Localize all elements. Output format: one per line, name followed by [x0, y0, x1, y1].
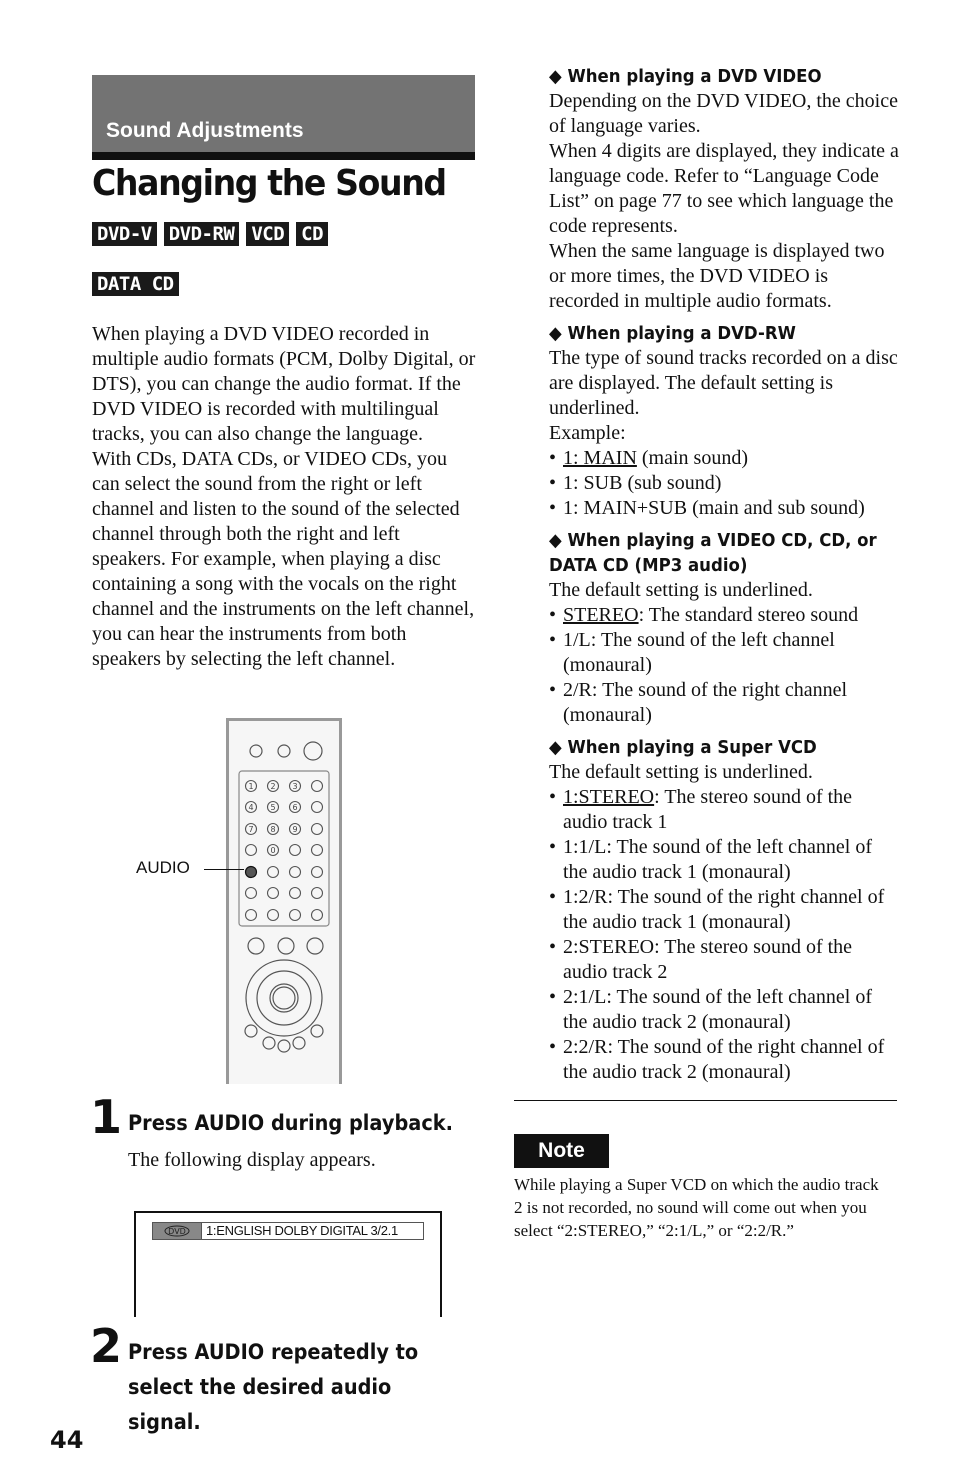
- list-item-text: : The standard stereo sound: [638, 604, 859, 626]
- remote-key: [312, 888, 323, 899]
- list-item-text: (main sound): [636, 447, 748, 469]
- step-2-number: 2: [90, 1319, 123, 1373]
- list-item: [549, 1035, 899, 1085]
- list-item-text: 2:1/L: The sound of the left channel of the audio track 2 (monaural): [563, 986, 872, 1033]
- remote-key-label: 3: [292, 782, 298, 791]
- svg-text:DVD: DVD: [168, 1227, 186, 1236]
- remote-control-illustration: [226, 718, 342, 1084]
- list-item: [549, 785, 899, 835]
- badge-data-cd: DATA CD: [92, 272, 179, 296]
- default-setting: STEREO: [563, 604, 639, 626]
- list-item: [549, 885, 899, 935]
- remote-key-label: 7: [248, 825, 254, 834]
- badge-vcd: VCD: [246, 222, 289, 246]
- section-vcd: [549, 528, 899, 728]
- default-setting: 1: MAIN: [563, 447, 637, 469]
- note-label: Note: [514, 1134, 609, 1168]
- list-item: [549, 835, 899, 885]
- remote-key: [312, 781, 323, 792]
- section-label: Sound Adjustments: [106, 119, 304, 142]
- remote-key: [290, 910, 301, 921]
- remote-key-label: 6: [292, 803, 298, 812]
- vcd-p1: The default setting is underlined.: [549, 579, 813, 601]
- badge-dvd-v: DVD-V: [92, 222, 157, 246]
- list-item: [549, 985, 899, 1035]
- note-text: While playing a Super VCD on which the audio track 2 is not recorded, no sound will come out when you select “2:STEREO,” “2:1/L,” or “2:2/R.”: [514, 1175, 879, 1240]
- remote-key: [312, 802, 323, 813]
- heading-dvd-rw: ◆ When playing a DVD-RW: [549, 323, 796, 344]
- svcd-list: [549, 785, 899, 1085]
- remote-key: [312, 910, 323, 921]
- intro-paragraph-1: When playing a DVD VIDEO recorded in multiple audio formats (PCM, Dolby Digital, or DTS), you can change the audio format. If the DVD VIDEO is recorded with multilingual tracks, you can also change the language.: [92, 323, 476, 445]
- list-item: [549, 496, 899, 521]
- list-item: [549, 935, 899, 985]
- dvd-video-p2: When 4 digits are displayed, they indicate a language code. Refer to “Language Code List” on page 77 to see which language the code represents.: [549, 140, 899, 237]
- remote-key-label: 0: [270, 846, 276, 855]
- dvd-video-p3: When the same language is displayed two or more times, the DVD VIDEO is recorded in multiple audio formats.: [549, 240, 885, 312]
- step-1-text: Press AUDIO during playback.: [128, 1111, 453, 1135]
- remote-key: [312, 824, 323, 835]
- heading-vcd: ◆ When playing a VIDEO CD, CD, or DATA CD (MP3 audio): [549, 530, 877, 576]
- remote-control-icon: [229, 721, 339, 1084]
- list-item: [549, 678, 899, 728]
- list-item-text: 1:1/L: The sound of the left channel of the audio track 1 (monaural): [563, 836, 872, 883]
- audio-display-text: 1:ENGLISH DOLBY DIGITAL 3/2.1: [206, 1223, 398, 1238]
- remote-key-label: 9: [292, 825, 298, 834]
- remote-key: [290, 845, 301, 856]
- dvd-video-p1: Depending on the DVD VIDEO, the choice of language varies.: [549, 90, 898, 137]
- svcd-p1: The default setting is underlined.: [549, 761, 813, 783]
- dvd-rw-p2: Example:: [549, 422, 626, 444]
- page-number: 44: [50, 1426, 84, 1454]
- dvd-disc-icon: [153, 1223, 202, 1239]
- step-1-subtext: The following display appears.: [128, 1149, 376, 1171]
- list-item-text: 1: MAIN+SUB (main and sub sound): [563, 497, 865, 519]
- dvd-rw-p1: The type of sound tracks recorded on a disc are displayed. The default setting is underlined.: [549, 347, 898, 419]
- remote-key: [312, 867, 323, 878]
- list-item-text: 2:2/R: The sound of the right channel of the audio track 2 (monaural): [563, 1036, 885, 1083]
- badge-cd: CD: [296, 222, 328, 246]
- remote-key: [246, 888, 257, 899]
- list-item: [549, 471, 899, 496]
- remote-key-label: 5: [270, 803, 276, 812]
- remote-key: [268, 867, 279, 878]
- list-item-text: 1/L: The sound of the left channel (monaural): [563, 629, 835, 676]
- section-svcd: [549, 735, 899, 1085]
- list-item-text: 1: SUB (sub sound): [563, 472, 722, 494]
- list-item: [549, 603, 899, 628]
- note-divider: [514, 1100, 897, 1101]
- section-dvd-rw: [549, 321, 899, 521]
- badge-dvd-rw: DVD-RW: [164, 222, 240, 246]
- vcd-list: [549, 603, 899, 728]
- disc-type-badges: [92, 222, 392, 322]
- section-header-bar: [92, 75, 475, 160]
- list-item-text: 1:2/R: The sound of the right channel of the audio track 1 (monaural): [563, 886, 885, 933]
- remote-key: [268, 888, 279, 899]
- intro-paragraph-2: With CDs, DATA CDs, or VIDEO CDs, you can select the sound from the right or left channel and listen to the sound of the selected channel through both the right and left speakers. For example, when playing a disc containing a song with the vocals on the right channel and the instruments on the left channel, you can hear the instruments from both speakers by selecting the left channel.: [92, 448, 475, 670]
- remote-key-label: 2: [270, 782, 276, 791]
- remote-key: [290, 888, 301, 899]
- step-1-number: 1: [90, 1090, 123, 1144]
- remote-key-label: 1: [248, 782, 254, 791]
- remote-key: [290, 867, 301, 878]
- audio-display-row: [152, 1222, 424, 1240]
- list-item: [549, 628, 899, 678]
- on-screen-display: [134, 1211, 442, 1317]
- list-item-text: 2/R: The sound of the right channel (monaural): [563, 679, 848, 726]
- remote-key: [312, 845, 323, 856]
- step-2-text: Press AUDIO repeatedly to select the desired audio signal.: [128, 1340, 419, 1434]
- right-column: [549, 64, 899, 1092]
- section-dvd-video: [549, 64, 899, 314]
- dvd-rw-list: [549, 446, 899, 521]
- heading-svcd: ◆ When playing a Super VCD: [549, 737, 817, 758]
- remote-key: [246, 845, 257, 856]
- intro-text: [92, 322, 477, 672]
- default-setting: 1:STEREO: [563, 786, 655, 808]
- list-item-text: 2:STEREO: The stereo sound of the audio track 2: [563, 936, 853, 983]
- heading-dvd-video: ◆ When playing a DVD VIDEO: [549, 66, 822, 87]
- list-item-text: : The stereo sound of the audio track 1: [563, 786, 853, 833]
- page-title: Changing the Sound: [92, 163, 446, 204]
- audio-callout-line: [204, 869, 244, 870]
- remote-key-label: 8: [270, 825, 276, 834]
- audio-callout-label: AUDIO: [136, 858, 190, 877]
- remote-key: [246, 910, 257, 921]
- remote-key: [268, 910, 279, 921]
- list-item: [549, 446, 899, 471]
- remote-key-label: 4: [248, 803, 254, 812]
- audio-button-highlight: [246, 867, 257, 878]
